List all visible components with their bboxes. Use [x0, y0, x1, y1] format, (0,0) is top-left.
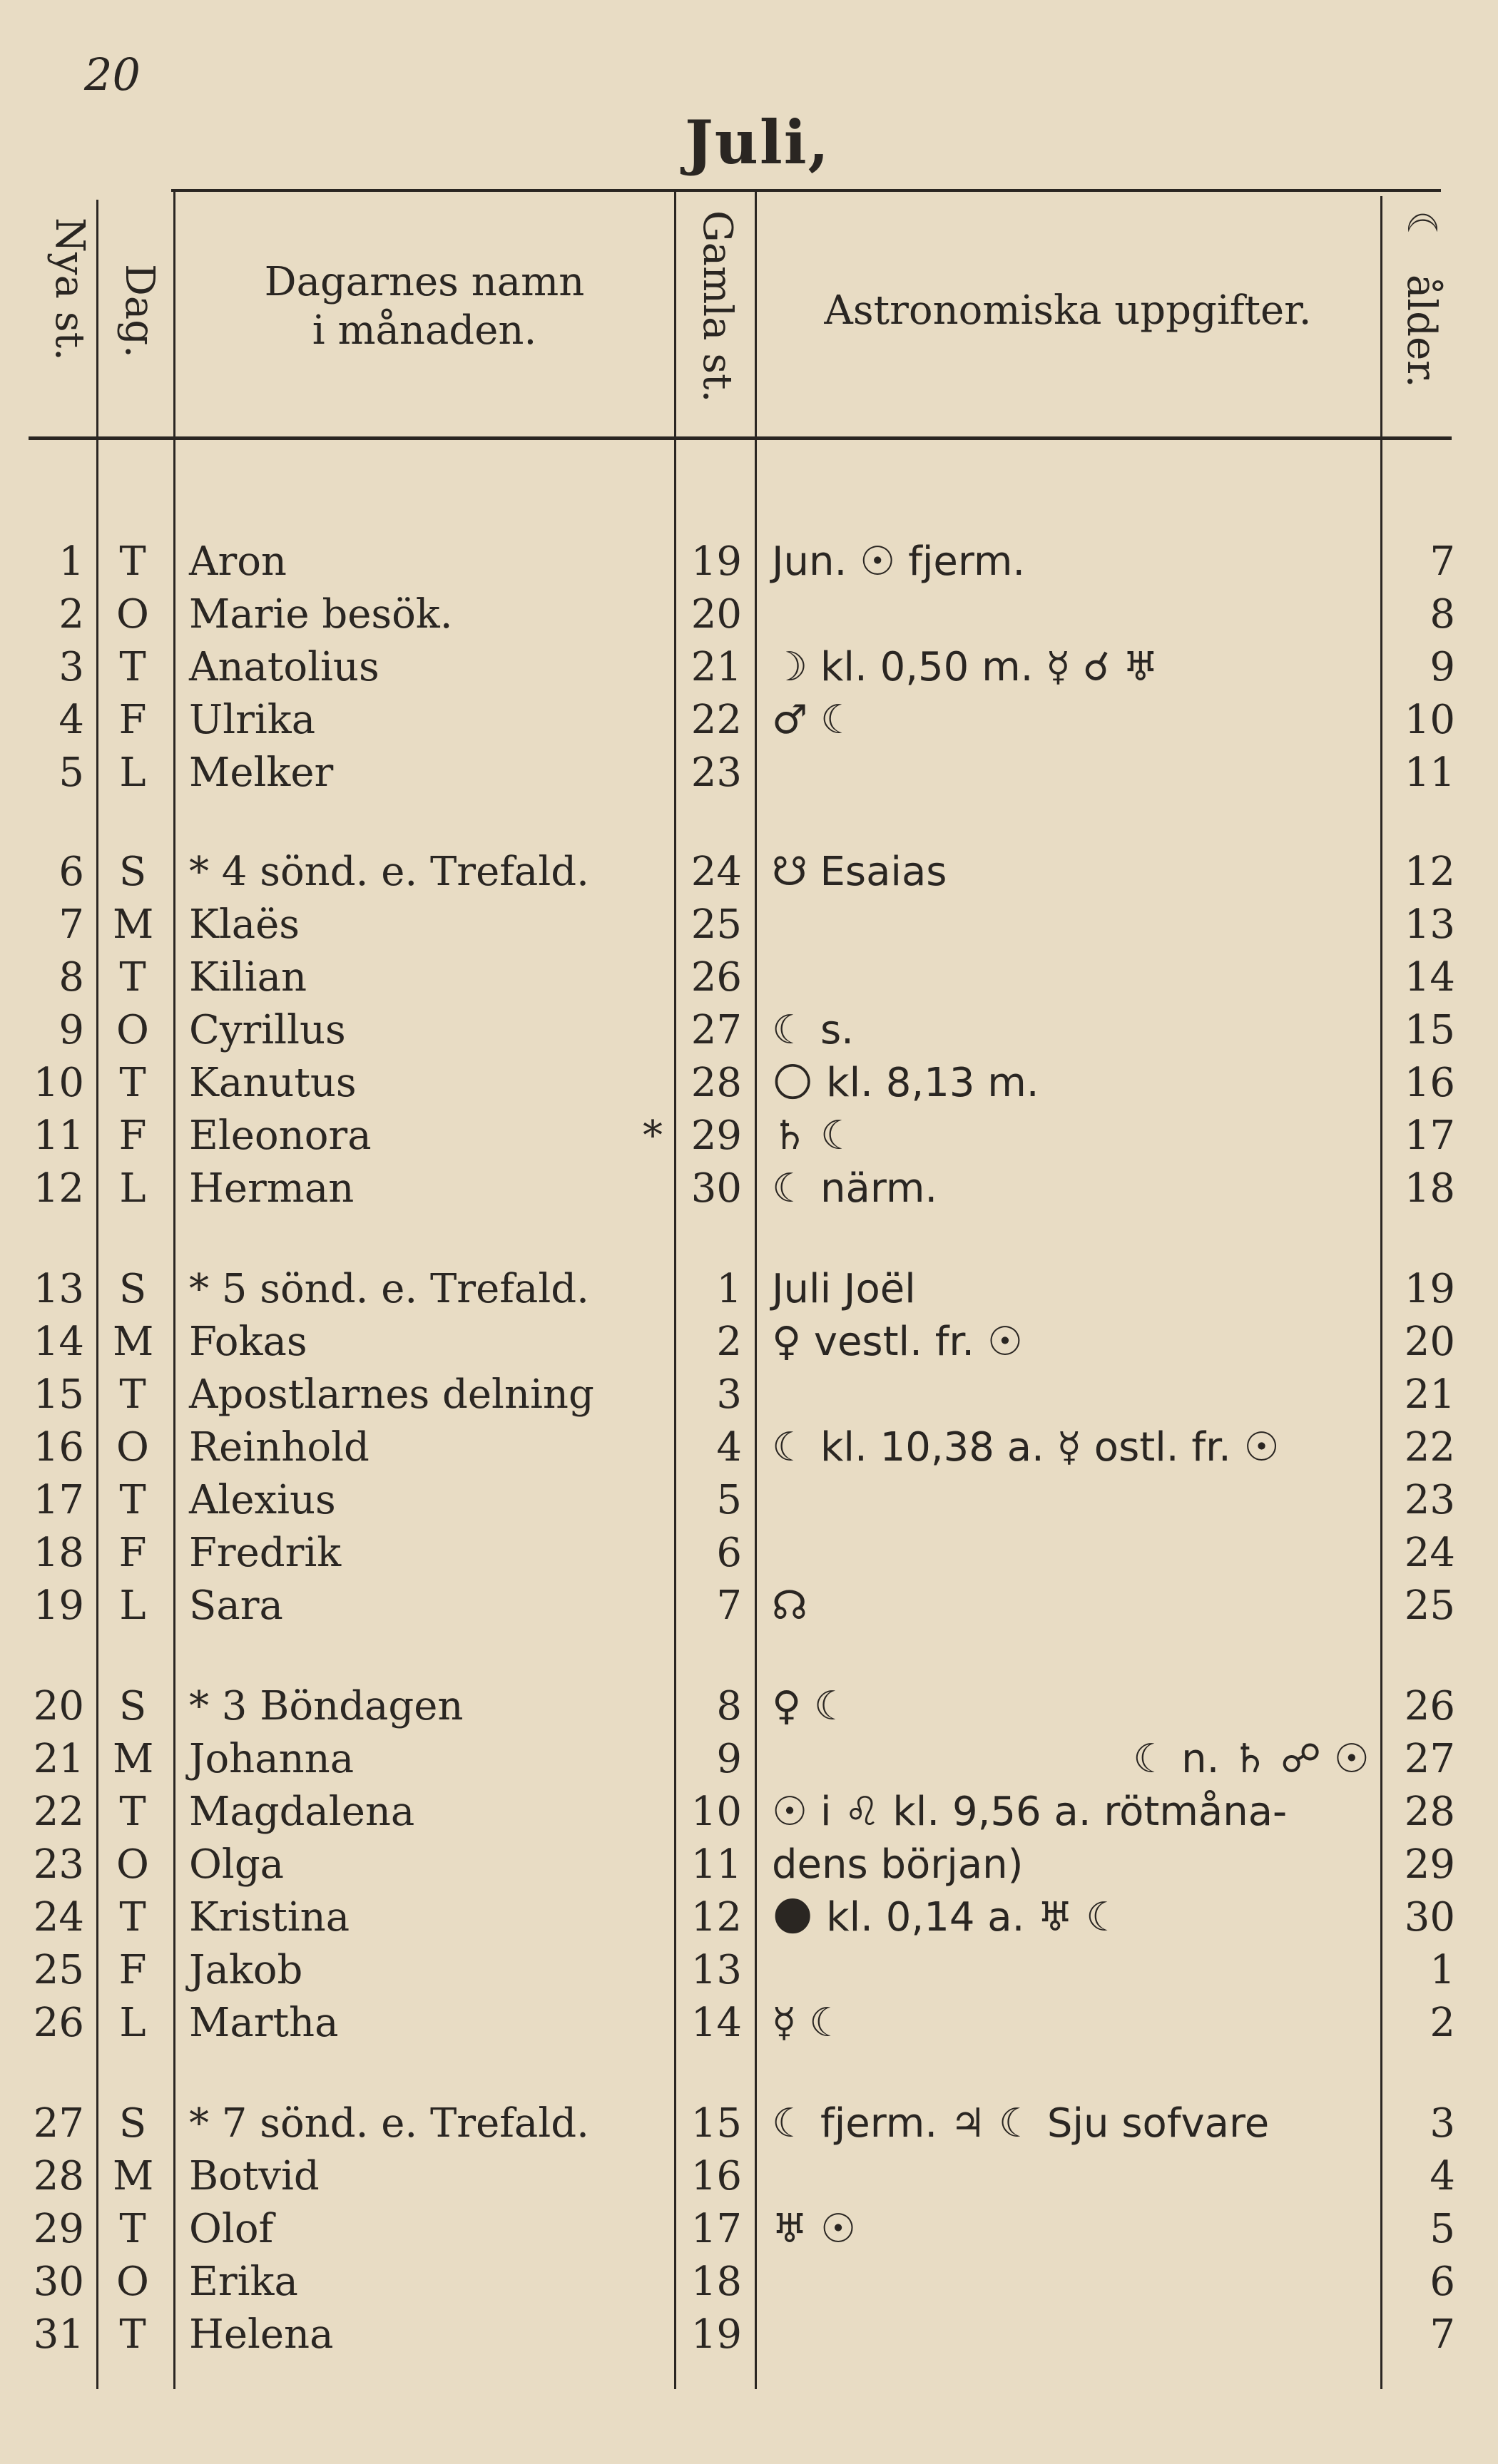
- moon-age: 18: [1404, 1165, 1455, 1212]
- moon-age: 7: [1430, 2311, 1455, 2358]
- day-number-old-style: 24: [691, 849, 742, 895]
- weekday-letter: L: [119, 750, 146, 796]
- day-number-new-style: 23: [33, 1841, 84, 1888]
- day-number-old-style: 9: [716, 1736, 742, 1782]
- astronomical-note: Juli Joël: [772, 1266, 916, 1312]
- name-asterisk: *: [643, 1113, 663, 1159]
- weekday-letter: O: [116, 1007, 149, 1053]
- header-gamla-st: Gamla st.: [694, 210, 740, 403]
- weekday-letter: M: [113, 2153, 154, 2199]
- day-name: Kristina: [189, 1894, 350, 1941]
- day-name: Sara: [189, 1583, 283, 1629]
- day-number-old-style: 26: [691, 954, 742, 1001]
- moon-age: 20: [1404, 1319, 1455, 1365]
- day-number-old-style: 10: [691, 1789, 742, 1835]
- header-names: [178, 258, 671, 355]
- day-name: Alexius: [189, 1477, 336, 1523]
- day-number-new-style: 31: [33, 2311, 84, 2358]
- day-number-new-style: 16: [33, 1424, 84, 1471]
- column-rule-4: [755, 189, 757, 2389]
- weekday-letter: T: [119, 1371, 146, 1418]
- day-number-old-style: 19: [691, 538, 742, 585]
- header-dag: Dag.: [116, 264, 163, 358]
- day-number-new-style: 21: [33, 1736, 84, 1782]
- day-name: Kanutus: [189, 1060, 357, 1106]
- moon-age: 15: [1404, 1007, 1455, 1053]
- day-name: Anatolius: [189, 644, 379, 690]
- day-number-old-style: 2: [716, 1319, 742, 1365]
- moon-age: 11: [1404, 750, 1455, 796]
- day-name: Kilian: [189, 954, 307, 1001]
- day-name: Martha: [189, 2000, 339, 2046]
- header-moon-icon: ☾: [1398, 210, 1444, 247]
- weekday-letter: O: [116, 1424, 149, 1471]
- day-name: Apostlarnes delning: [189, 1371, 594, 1418]
- moon-age: 16: [1404, 1060, 1455, 1106]
- moon-age: 23: [1404, 1477, 1455, 1523]
- day-number-old-style: 11: [691, 1841, 742, 1888]
- moon-age: 22: [1404, 1424, 1455, 1471]
- day-name: Eleonora: [189, 1113, 372, 1159]
- day-number-new-style: 7: [58, 901, 84, 948]
- day-name: Reinhold: [189, 1424, 370, 1471]
- moon-age: 10: [1404, 697, 1455, 743]
- day-name: * 7 sönd. e. Trefald.: [189, 2100, 589, 2147]
- weekday-letter: O: [116, 591, 149, 638]
- day-number-old-style: 12: [691, 1894, 742, 1941]
- moon-age: 27: [1404, 1736, 1455, 1782]
- astronomical-note: ☊: [772, 1583, 807, 1629]
- day-number-old-style: 16: [691, 2153, 742, 2199]
- moon-age: 30: [1404, 1894, 1455, 1941]
- day-name: Cyrillus: [189, 1007, 346, 1053]
- astronomical-note: ♅ ☉: [772, 2206, 857, 2252]
- day-number-old-style: 21: [691, 644, 742, 690]
- day-number-old-style: 7: [716, 1583, 742, 1629]
- day-number-new-style: 30: [33, 2259, 84, 2305]
- moon-age: 28: [1404, 1789, 1455, 1835]
- weekday-letter: F: [118, 697, 147, 743]
- header-alder: ålder.: [1398, 275, 1444, 388]
- day-number-new-style: 10: [33, 1060, 84, 1106]
- weekday-letter: M: [113, 1736, 154, 1782]
- astronomical-note: ☾ n. ♄ ☍ ☉: [1133, 1736, 1370, 1782]
- day-number-new-style: 19: [33, 1583, 84, 1629]
- day-name: * 5 sönd. e. Trefald.: [189, 1266, 589, 1312]
- day-number-old-style: 27: [691, 1007, 742, 1053]
- column-rule-2: [173, 189, 175, 2389]
- weekday-letter: T: [119, 1060, 146, 1106]
- day-number-old-style: 3: [716, 1371, 742, 1418]
- moon-age: 5: [1430, 2206, 1455, 2252]
- column-rule-5: [1380, 196, 1382, 2389]
- day-number-new-style: 14: [33, 1319, 84, 1365]
- astronomical-note: ♀ vestl. fr. ☉: [772, 1319, 1024, 1365]
- day-number-old-style: 23: [691, 750, 742, 796]
- day-name: * 3 Böndagen: [189, 1683, 464, 1729]
- day-name: Ulrika: [189, 697, 316, 743]
- day-number-new-style: 27: [33, 2100, 84, 2147]
- astronomical-note: ☽ kl. 0,50 m. ☿ ☌ ♅: [772, 644, 1159, 690]
- day-name: Fredrik: [189, 1530, 342, 1576]
- day-number-old-style: 22: [691, 697, 742, 743]
- day-number-old-style: 13: [691, 1947, 742, 1993]
- day-number-old-style: 28: [691, 1060, 742, 1106]
- weekday-letter: M: [113, 1319, 154, 1365]
- astronomical-note: ☾ närm.: [772, 1165, 938, 1212]
- header-names-line1: Dagarnes namn: [264, 259, 585, 305]
- weekday-letter: L: [119, 2000, 146, 2046]
- header-names-line2: i månaden.: [312, 307, 537, 354]
- day-number-old-style: 4: [716, 1424, 742, 1471]
- day-number-new-style: 9: [58, 1007, 84, 1053]
- weekday-letter: F: [118, 1530, 147, 1576]
- weekday-letter: T: [119, 954, 146, 1001]
- weekday-letter: O: [116, 2259, 149, 2305]
- astronomical-note: ☉ i ♌ kl. 9,56 a. rötmåna-: [772, 1789, 1288, 1835]
- day-name: Jakob: [189, 1947, 303, 1993]
- day-number-new-style: 2: [58, 591, 84, 638]
- page-number: 20: [84, 48, 141, 101]
- day-number-old-style: 20: [691, 591, 742, 638]
- header-astronomiska: Astronomiska uppgifter.: [824, 287, 1312, 334]
- moon-age: 1: [1430, 1947, 1455, 1993]
- weekday-letter: S: [118, 1266, 147, 1312]
- day-number-new-style: 8: [58, 954, 84, 1001]
- day-name: Botvid: [189, 2153, 320, 2199]
- day-name: Fokas: [189, 1319, 307, 1365]
- weekday-letter: S: [118, 1683, 147, 1729]
- day-number-new-style: 3: [58, 644, 84, 690]
- weekday-letter: T: [119, 1789, 146, 1835]
- day-name: Herman: [189, 1165, 355, 1212]
- astronomical-note: ☾ kl. 10,38 a. ☿ ostl. fr. ☉: [772, 1424, 1280, 1471]
- weekday-letter: T: [119, 1477, 146, 1523]
- weekday-letter: L: [119, 1165, 146, 1212]
- day-number-new-style: 15: [33, 1371, 84, 1418]
- day-number-old-style: 1: [716, 1266, 742, 1312]
- day-number-new-style: 13: [33, 1266, 84, 1312]
- astronomical-note: dens början): [772, 1841, 1024, 1888]
- day-number-new-style: 18: [33, 1530, 84, 1576]
- column-rule-3: [674, 189, 676, 2389]
- day-number-old-style: 6: [716, 1530, 742, 1576]
- moon-age: 19: [1404, 1266, 1455, 1312]
- day-number-old-style: 30: [691, 1165, 742, 1212]
- header-nya-st: Nya st.: [46, 218, 93, 361]
- column-rule-1: [96, 200, 98, 2389]
- astronomical-note: ☾ s.: [772, 1007, 854, 1053]
- moon-age: 29: [1404, 1841, 1455, 1888]
- weekday-letter: M: [113, 901, 154, 948]
- moon-age: 17: [1404, 1113, 1455, 1159]
- day-number-new-style: 28: [33, 2153, 84, 2199]
- moon-age: 8: [1430, 591, 1455, 638]
- day-number-old-style: 29: [691, 1113, 742, 1159]
- weekday-letter: T: [119, 2206, 146, 2252]
- day-name: Johanna: [189, 1736, 355, 1782]
- day-name: * 4 sönd. e. Trefald.: [189, 849, 589, 895]
- day-number-new-style: 26: [33, 2000, 84, 2046]
- day-name: Olga: [189, 1841, 285, 1888]
- astronomical-note: ♂ ☾: [772, 697, 857, 743]
- day-name: Klaës: [189, 901, 300, 948]
- day-number-new-style: 6: [58, 849, 84, 895]
- day-number-new-style: 22: [33, 1789, 84, 1835]
- weekday-letter: F: [118, 1947, 147, 1993]
- moon-age: 4: [1430, 2153, 1455, 2199]
- day-name: Marie besök.: [189, 591, 453, 638]
- header-bottom-rule: [29, 436, 1452, 440]
- moon-age: 7: [1430, 538, 1455, 585]
- astronomical-note: Jun. ☉ fjerm.: [772, 538, 1026, 585]
- moon-age: 2: [1430, 2000, 1455, 2046]
- day-number-old-style: 17: [691, 2206, 742, 2252]
- astronomical-note: ☿ ☾: [772, 2000, 845, 2046]
- day-name: Magdalena: [189, 1789, 415, 1835]
- weekday-letter: S: [118, 849, 147, 895]
- astronomical-note: ♀ ☾: [772, 1683, 850, 1729]
- weekday-letter: S: [118, 2100, 147, 2147]
- day-number-new-style: 20: [33, 1683, 84, 1729]
- day-number-old-style: 25: [691, 901, 742, 948]
- weekday-letter: T: [119, 538, 146, 585]
- header-top-rule: [171, 189, 1441, 192]
- day-number-old-style: 19: [691, 2311, 742, 2358]
- astronomical-note: 🌑 kl. 0,14 a. ♅ ☾: [772, 1894, 1122, 1941]
- moon-age: 3: [1430, 2100, 1455, 2147]
- day-number-new-style: 29: [33, 2206, 84, 2252]
- day-number-old-style: 8: [716, 1683, 742, 1729]
- day-name: Olof: [189, 2206, 274, 2252]
- moon-age: 21: [1404, 1371, 1455, 1418]
- day-name: Helena: [189, 2311, 334, 2358]
- day-number-old-style: 14: [691, 2000, 742, 2046]
- weekday-letter: O: [116, 1841, 149, 1888]
- weekday-letter: T: [119, 1894, 146, 1941]
- astronomical-note: ♄ ☾: [772, 1113, 857, 1159]
- astronomical-note: ☋ Esaias: [772, 849, 947, 895]
- day-number-new-style: 12: [33, 1165, 84, 1212]
- moon-age: 9: [1430, 644, 1455, 690]
- moon-age: 14: [1404, 954, 1455, 1001]
- weekday-letter: L: [119, 1583, 146, 1629]
- moon-age: 25: [1404, 1583, 1455, 1629]
- month-title: Juli,: [685, 107, 830, 178]
- moon-age: 6: [1430, 2259, 1455, 2305]
- weekday-letter: F: [118, 1113, 147, 1159]
- moon-age: 13: [1404, 901, 1455, 948]
- weekday-letter: T: [119, 644, 146, 690]
- astronomical-note: ☾ fjerm. ♃ ☾ Sju sofvare: [772, 2100, 1270, 2147]
- day-number-new-style: 4: [58, 697, 84, 743]
- moon-age: 24: [1404, 1530, 1455, 1576]
- day-number-old-style: 18: [691, 2259, 742, 2305]
- day-name: Melker: [189, 750, 334, 796]
- moon-age: 12: [1404, 849, 1455, 895]
- astronomical-note: 🌕 kl. 8,13 m.: [772, 1060, 1039, 1106]
- day-number-new-style: 5: [58, 750, 84, 796]
- day-number-new-style: 17: [33, 1477, 84, 1523]
- day-number-old-style: 5: [716, 1477, 742, 1523]
- day-number-new-style: 11: [33, 1113, 84, 1159]
- day-number-new-style: 25: [33, 1947, 84, 1993]
- day-name: Erika: [189, 2259, 298, 2305]
- weekday-letter: T: [119, 2311, 146, 2358]
- day-number-new-style: 1: [58, 538, 84, 585]
- moon-age: 26: [1404, 1683, 1455, 1729]
- day-number-old-style: 15: [691, 2100, 742, 2147]
- day-number-new-style: 24: [33, 1894, 84, 1941]
- day-name: Aron: [189, 538, 287, 585]
